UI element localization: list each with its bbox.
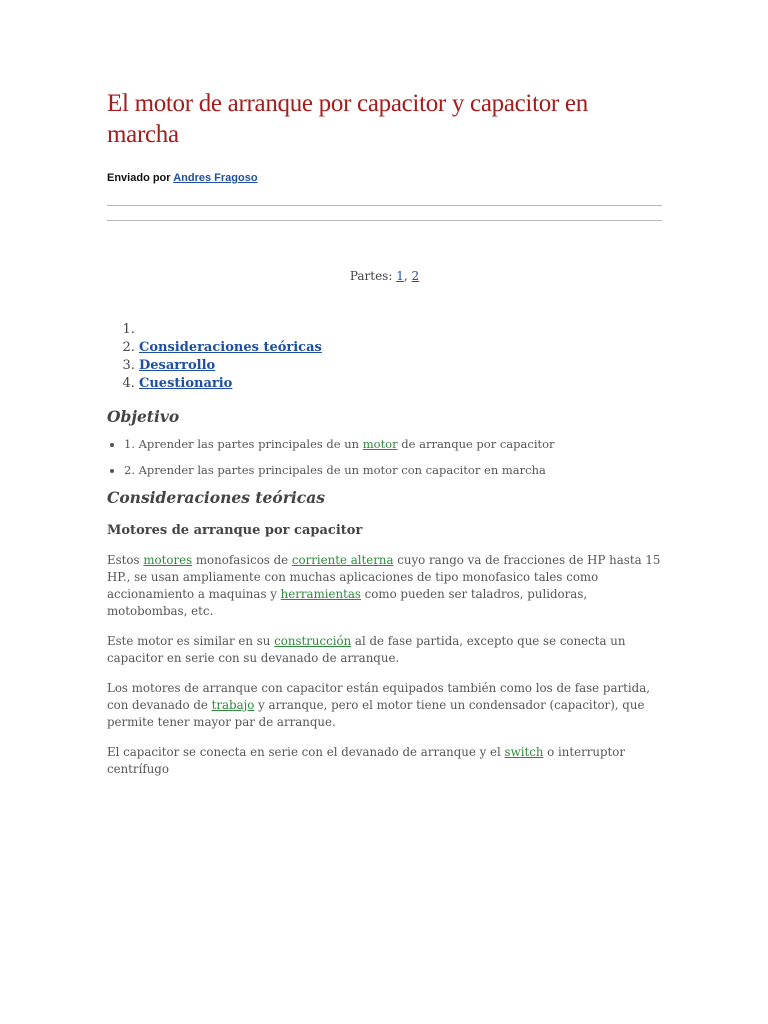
- toc-link-desarrollo[interactable]: Desarrollo: [139, 358, 216, 373]
- list-item: [124, 462, 662, 478]
- paragraph-text: Este motor es similar en su: [107, 634, 275, 648]
- toc-item: [139, 321, 662, 339]
- byline-prefix: Enviado por: [107, 172, 171, 184]
- byline: [107, 172, 662, 184]
- article: [107, 88, 662, 778]
- paragraph-text: Estos: [107, 553, 144, 567]
- objective-text: 2. Aprender las partes principales de un motor con capacitor en marcha: [124, 463, 546, 477]
- parts-label: Partes:: [349, 269, 393, 283]
- objective-text: de arranque por capacitor: [397, 437, 555, 451]
- subheading: Motores de arranque por capacitor: [107, 523, 363, 538]
- herramientas-link[interactable]: herramientas: [280, 587, 361, 601]
- page-title: El motor de arranque por capacitor y capacitor en marcha: [107, 90, 588, 148]
- motores-link[interactable]: motores: [143, 553, 193, 567]
- paragraph: [107, 744, 662, 778]
- paragraph-text: El capacitor se conecta en serie con el devanado de arranque y el: [107, 745, 505, 759]
- paragraph-text: como pueden ser taladros, pulidoras, motobombas, etc.: [107, 587, 588, 618]
- paragraph: [107, 552, 662, 620]
- parts-separator: ,: [403, 269, 408, 283]
- author-link[interactable]: Andres Fragoso: [173, 172, 258, 184]
- paragraph-text: y arranque, pero el motor tiene un condensador (capacitor), que permite tener mayor par de arranque.: [107, 698, 645, 729]
- toc-item: [139, 375, 662, 393]
- trabajo-link[interactable]: trabajo: [211, 698, 255, 712]
- objetivo-heading: Objetivo: [107, 407, 180, 426]
- switch-link[interactable]: switch: [504, 745, 544, 759]
- toc-link-consideraciones[interactable]: Consideraciones teóricas: [139, 340, 322, 355]
- paragraph-text: cuyo rango va de fracciones de HP hasta 15 HP., se usan ampliamente con muchas aplicaciones de tipo monofasico tales como accionamiento a maquinas y: [107, 553, 661, 601]
- toc-link-cuestionario[interactable]: Cuestionario: [139, 376, 233, 391]
- consideraciones-heading: Consideraciones teóricas: [107, 488, 326, 507]
- part-link-1[interactable]: 1: [396, 269, 404, 283]
- list-item: [124, 436, 662, 452]
- objectives-list: [107, 436, 662, 478]
- corriente-alterna-link[interactable]: corriente alterna: [291, 553, 394, 567]
- paragraph: [107, 680, 662, 731]
- paragraph-text: Los motores de arranque con capacitor están equipados también como los de fase partida, con devanado de: [107, 681, 650, 712]
- divider: [107, 220, 662, 221]
- paragraph-text: monofasicos de: [192, 553, 292, 567]
- toc-item: [139, 357, 662, 375]
- paragraph-text: o interruptor centrífugo: [107, 745, 626, 776]
- paragraph: [107, 633, 662, 667]
- toc-item: [139, 339, 662, 357]
- table-of-contents: [107, 321, 662, 393]
- paragraph-text: al de fase partida, excepto que se conecta un capacitor en serie con su devanado de arranque.: [107, 634, 626, 665]
- objective-text: 1. Aprender las partes principales de un: [124, 437, 363, 451]
- parts-pagination: [107, 269, 662, 283]
- motor-link[interactable]: motor: [362, 437, 398, 451]
- part-link-2[interactable]: 2: [411, 269, 420, 283]
- construccion-link[interactable]: construcción: [274, 634, 352, 648]
- divider: [107, 205, 662, 206]
